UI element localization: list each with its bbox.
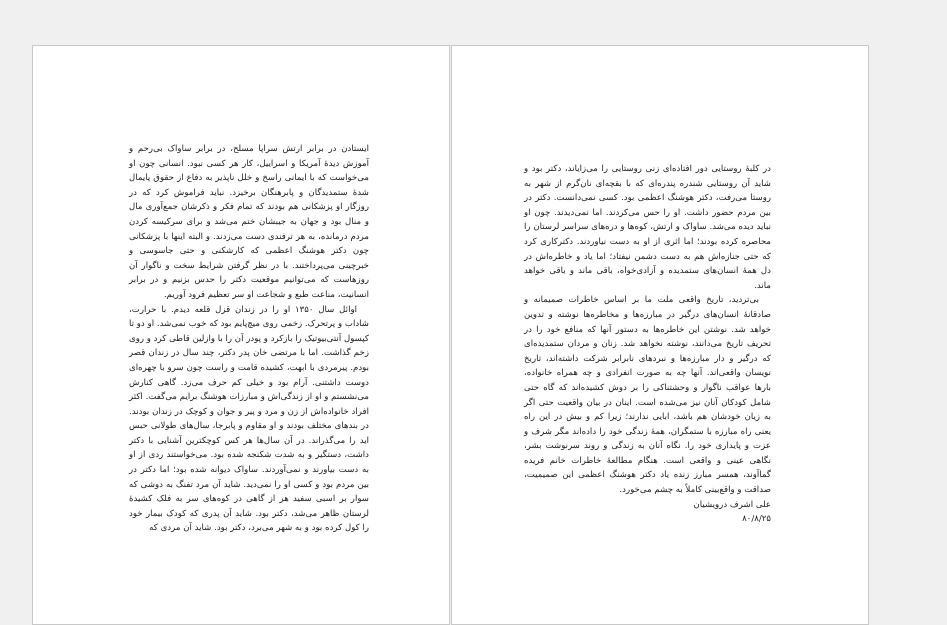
document-page-left: [32, 45, 450, 625]
paragraph: بی‌تردید، تاریخ واقعی ملت ما بر اساس خاطرات صمیمانه و صادقانهٔ انسان‌های درگیر در مبارزه‌ها و مخاطره‌ها نوشته و تدوین خواهد شد. نوشتن این خاطره‌ها به دستور آنها که منافع خود را در تحریف تاریخ می‌دانند، نوشته نخواهد شد. زنان و مردان ستمدیده‌ای که درگیر و دار مبارزه‌ها و نبردهای نابرابر شرکت داشته‌اند، تاریخ نویسان واقعی‌اند. آنها چه به صورت انفرادی و چه همراه خانواده، بارها عواقب ناگوار و وحشتناکی را بر دوش کشیده‌اند که گاه حتی شامل کودکان آنان نیز می‌شده است. اینان در بیان واقعیت حتی اگر به زیان خودشان هم باشد، ابایی ندارند؛ زیرا کم و بیش در این راه یعنی راه مبارزه با ستمگران، همهٔ زندگی خود را داده‌اند مگر شرف و عزت و پایداری خود را. نگاه آنان به زندگی و روند سرنوشت بشر، نگاهی عینی و واقعی است. هنگام مطالعهٔ خاطرات خانم فریده گماآوند، همسر مبارز زنده یاد دکتر هوشنگ اعظمی این صمیمیت، صداقت و واقع‌بینی کاملاً به چشم می‌خورد.: [524, 295, 771, 496]
document-page-right: [451, 45, 869, 625]
paragraph: ایستادن در برابر ارتش سراپا مسلح، در برابر ساواک بی‌رحم و آموزش دیدهٔ آمریکا و اسراییل، کار هر کسی نبود. انسانی چون او می‌خواست که با ایمانی راسخ و خلل ناپذیر به دفاع از حقوق پایمال شدهٔ ستمدیدگان و پابرهنگان برخیزد. نباید فراموش کرد که در روزگار او پزشکانی هم بودند که تمام فکر و ذکرشان جمع‌آوری مال و منال بود و جهان به جیبشان ختم می‌شد و برای سرکیسه کردن مردم درمانده، به هر ترفندی دست می‌زدند. و البته اینها با پزشکانی چون دکتر هوشنگ اعظمی که کارشکنی و حتی جاسوسی و خبرچینی می‌پرداختند. با در نظر گرفتن شرایط سخت و ناگوار آن روزهاست که می‌توانیم موقعیت دکتر را حدس بزنیم و در برابر انسانیت، مناعت طبع و شجاعت او سر تعظیم فرود آوریم.: [129, 144, 369, 300]
signature-name: علی اشرف درویشیان: [693, 499, 771, 510]
paragraph: در کلبهٔ روستایی دور افتاده‌ای زنی روستایی را می‌زایاند، دکتر بود و شاید آن روستایی شندره پندره‌ای که با بقچه‌ای نان‌گرم از شهر به روستا می‌رفت، دکتر هوشنگ اعظمی بود. کسی نمی‌دانست. دکتر در بین مردم حضور داشت. او را حس می‌کردند. اما نمی‌دیدند. چون او نباید دیده می‌شد. ساواک و ارتش، کوه‌ها و دره‌های سراسر لرستان را محاصره کرده بودند؛ اما اثری از او به دست نیاوردند. دکترکاری کرد که حتی جنازه‌اش هم به دست دشمن نیفتاد؛ اما یاد و خاطره‌اش در دل همهٔ انسان‌های ستمدیده و آزادی‌خواه، باقی ماند و باقی خواهد ماند.: [524, 164, 771, 291]
page-left-body: [129, 142, 369, 536]
paragraph: اوائل سال ۱۳۵۰ او را در زندان قزل قلعه دیدم. با حرارت، شاداب و پرتحرک. زخمی روی میچ‌پایم بود که خوب نمی‌شد. او دو تا کپسول آنتی‌بیوتیک را بازکرد و پودر آن را با وازلین قاطی کرد و روی زخم گذاشت. اما با مرتضی خان پدر دکتر، چند سال در زندان قصر بودم. پیرمردی با ابهت، کشیده قامت و راست چون سرو با چهره‌ای دوست داشتنی. آرام بود و خیلی کم حرف می‌زد. گاهی کنارش می‌نشستم و او از زندگی‌اش و مبارزات هوشنگ برایم می‌گفت. اکثر افراد خانواده‌اش از زن و مرد و پیر و جوان و کوچک در زندان بودند. در بندهای مختلف بودند و او مقاوم و پابرجا، سال‌های طولانی حبس اید را می‌گذراند. در آن سال‌ها هر کس کوچکترین آشنایی با دکتر داشت، دستگیر و به شدت شکنجه شده بود. می‌خواستند ردی از او به دست بیاورند و نمی‌آوردند. ساواک دیوانه شده بود؛ اما دکتر در بین مردم بود و کسی او را نمی‌دید. شاید آن مرد تفنگ به دوشی که سوار بر اسبی سفید هر از گاهی در کوه‌های سر به فلک کشیدهٔ لرستان ظاهر می‌شد، دکتر بود. شاید آن پدری که کودک بیمار خود را کول کرده بود و به شهر می‌برد، دکتر بود. شاید آن مردی که: [129, 304, 369, 534]
signature-date: ۸۰/۸/۲۵: [742, 514, 771, 525]
page-right-body: [524, 162, 771, 527]
viewer-gutter: [869, 0, 947, 617]
